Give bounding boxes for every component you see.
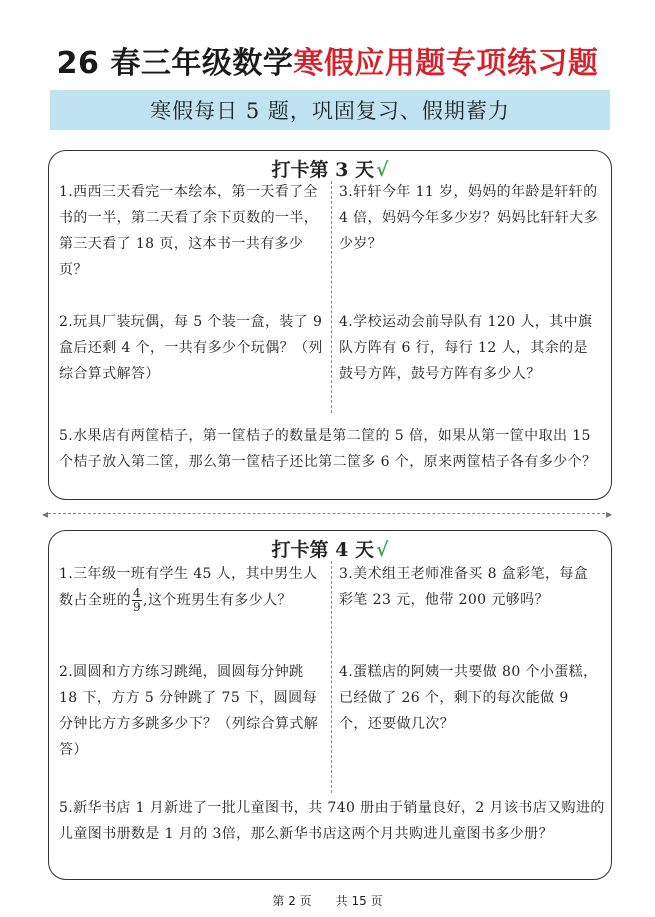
day4-question-4: 4.蛋糕店的阿姨一共要做 80 个小蛋糕，已经做了 26 个，剩下的每次能做 9 个，还要做几次？ <box>339 664 598 732</box>
title-part-red: 寒假应用题专项练习题 <box>293 46 599 81</box>
section-divider <box>48 513 610 514</box>
day3-question-4: 4.学校运动会前导队有 120 人，其中旗队方阵有 6 行，每行 12 人，其余的是鼓号方阵，鼓号方阵有多少人？ <box>339 314 593 382</box>
fraction <box>132 587 142 614</box>
day3-heading <box>49 155 611 182</box>
arrow-right-icon: ▸ <box>606 507 613 521</box>
title-part-black: 26 春三年级数学 <box>56 46 294 81</box>
page-footer <box>0 892 655 909</box>
day3-question-1: 1.西西三天看完一本绘本，第一天看了全书的一半，第二天看了余下页数的一半，第三天看了 18 页，这本书一共有多少页？ <box>59 184 319 278</box>
day4-heading-text: 打卡第 4 天 <box>271 539 374 561</box>
day4-question-1 <box>59 561 325 614</box>
page-title <box>0 38 655 82</box>
day4-question-2: 2.圆圆和方方练习跳绳，圆圆每分钟跳 18 下，方方 5 分钟跳了 75 下，圆圆每分钟比方方多跳多少下？（列综合算式解答） <box>59 664 319 758</box>
day3-column-divider <box>331 181 332 413</box>
day4-column-divider <box>331 561 332 793</box>
subtitle-banner <box>50 90 610 130</box>
day3-question-5: 5.水果店有两筐桔子，第一筐桔子的数量是第二筐的 5 倍，如果从第一筐中取出 15 个桔子放入第二筐，那么第一筐桔子还比第二筐多 6 个，原来两筐桔子各有多少个？ <box>59 428 597 470</box>
day3-question-3: 3.轩轩今年 11 岁，妈妈的年龄是轩轩的 4 倍，妈妈今年多少岁？妈妈比轩轩大多少岁？ <box>339 184 598 252</box>
check-icon: √ <box>375 159 389 181</box>
page-number: 第 2 页 <box>272 894 312 908</box>
day3-question-2: 2.玩具厂装玩偶，每 5 个装一盒，装了 9 盒后还剩 4 个，一共有多少个玩偶？（列综合算式解答） <box>59 314 323 382</box>
arrow-left-icon: ◂ <box>42 507 49 521</box>
fraction-denominator: 9 <box>133 600 142 614</box>
day4-heading <box>49 535 611 562</box>
day4-question-5: 5.新华书店 1 月新进了一批儿童图书，共 740 册由于销量良好，2 月该书店又购进的儿童图书册数是 1 月的 3倍，那么新华书店这两个月共购进儿童图书多少册？ <box>59 800 605 842</box>
subtitle-text: 寒假每日 5 题，巩固复习、假期蓄力 <box>150 99 510 123</box>
day3-card <box>48 150 612 500</box>
page-total: 共 15 页 <box>335 894 383 908</box>
day4-question-1-text-a: 1.三年级一班有学生 45 人，其中男生人数占全班的 <box>59 566 318 609</box>
day3-heading-text: 打卡第 3 天 <box>271 159 374 181</box>
day4-card <box>48 530 612 880</box>
day4-question-3: 3.美术组王老师准备买 8 盒彩笔，每盒彩笔 23 元，他带 200 元够吗？ <box>339 566 589 608</box>
check-icon: √ <box>375 539 389 561</box>
fraction-numerator: 4 <box>133 586 142 600</box>
day4-question-1-text-b: ,这个班男生有多少人？ <box>143 592 292 609</box>
